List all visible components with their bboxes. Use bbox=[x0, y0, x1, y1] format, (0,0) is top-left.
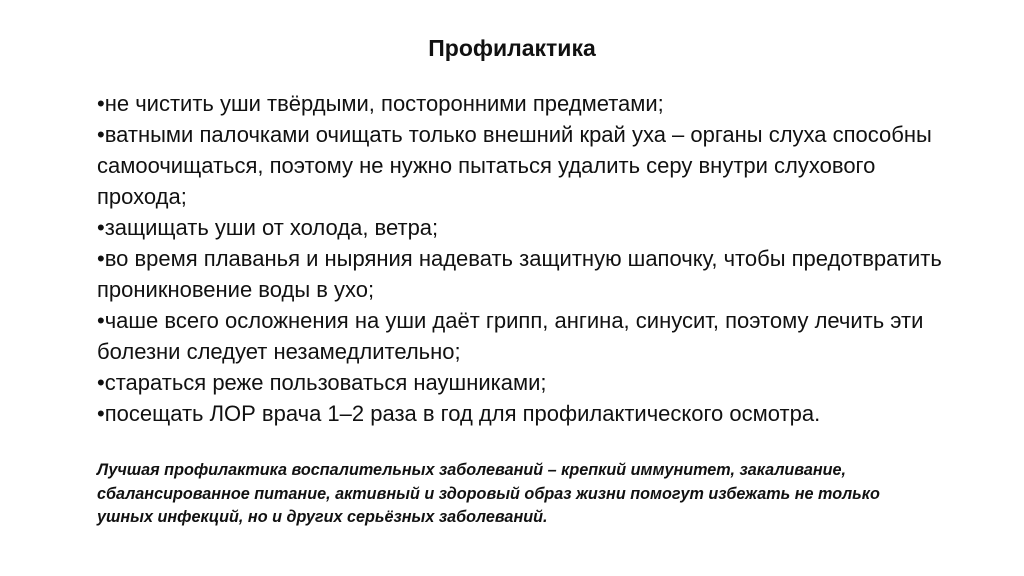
summary-note: Лучшая профилактика воспалительных заболеваний – крепкий иммунитет, закаливание, сбалансированное питание, активный и здоровый образ жизни помогут избежать не только ушных инфекций, но и других серьёзных заболеваний. bbox=[97, 461, 880, 526]
bullet-item bbox=[97, 243, 957, 305]
bullet-text: чаше всего осложнения на уши даёт грипп, ангина, синусит, поэтому лечить эти болезни следует незамедлительно; bbox=[97, 308, 924, 364]
bullet-item bbox=[97, 305, 957, 367]
bullet-list bbox=[97, 88, 957, 429]
bullet-text: стараться реже пользоваться наушниками; bbox=[104, 370, 547, 395]
bullet-marker: • bbox=[97, 91, 105, 116]
bullet-text: во время плаванья и ныряния надевать защитную шапочку, чтобы предотвратить проникновение воды в ухо; bbox=[97, 246, 942, 302]
bullet-item bbox=[97, 367, 957, 398]
slide-title: Профилактика bbox=[428, 35, 596, 61]
bullet-marker: • bbox=[97, 246, 105, 271]
bullet-marker: • bbox=[97, 122, 105, 147]
bullet-item bbox=[97, 88, 957, 119]
bullet-marker: • bbox=[97, 215, 105, 240]
bullet-marker: • bbox=[97, 308, 105, 333]
bullet-text: защищать уши от холода, ветра; bbox=[104, 215, 439, 240]
bullet-text: не чистить уши твёрдыми, посторонними предметами; bbox=[104, 91, 664, 116]
bullet-marker: • bbox=[97, 370, 105, 395]
bullet-item bbox=[97, 398, 957, 429]
bullet-text: посещать ЛОР врача 1–2 раза в год для профилактического осмотра. bbox=[104, 401, 821, 426]
bullet-item bbox=[97, 212, 957, 243]
bullet-text: ватными палочками очищать только внешний край уха – органы слуха способны самоочищаться, поэтому не нужно пытаться удалить серу внутри слухового прохода; bbox=[97, 122, 932, 209]
bullet-marker: • bbox=[97, 401, 105, 426]
bullet-item bbox=[97, 119, 957, 212]
